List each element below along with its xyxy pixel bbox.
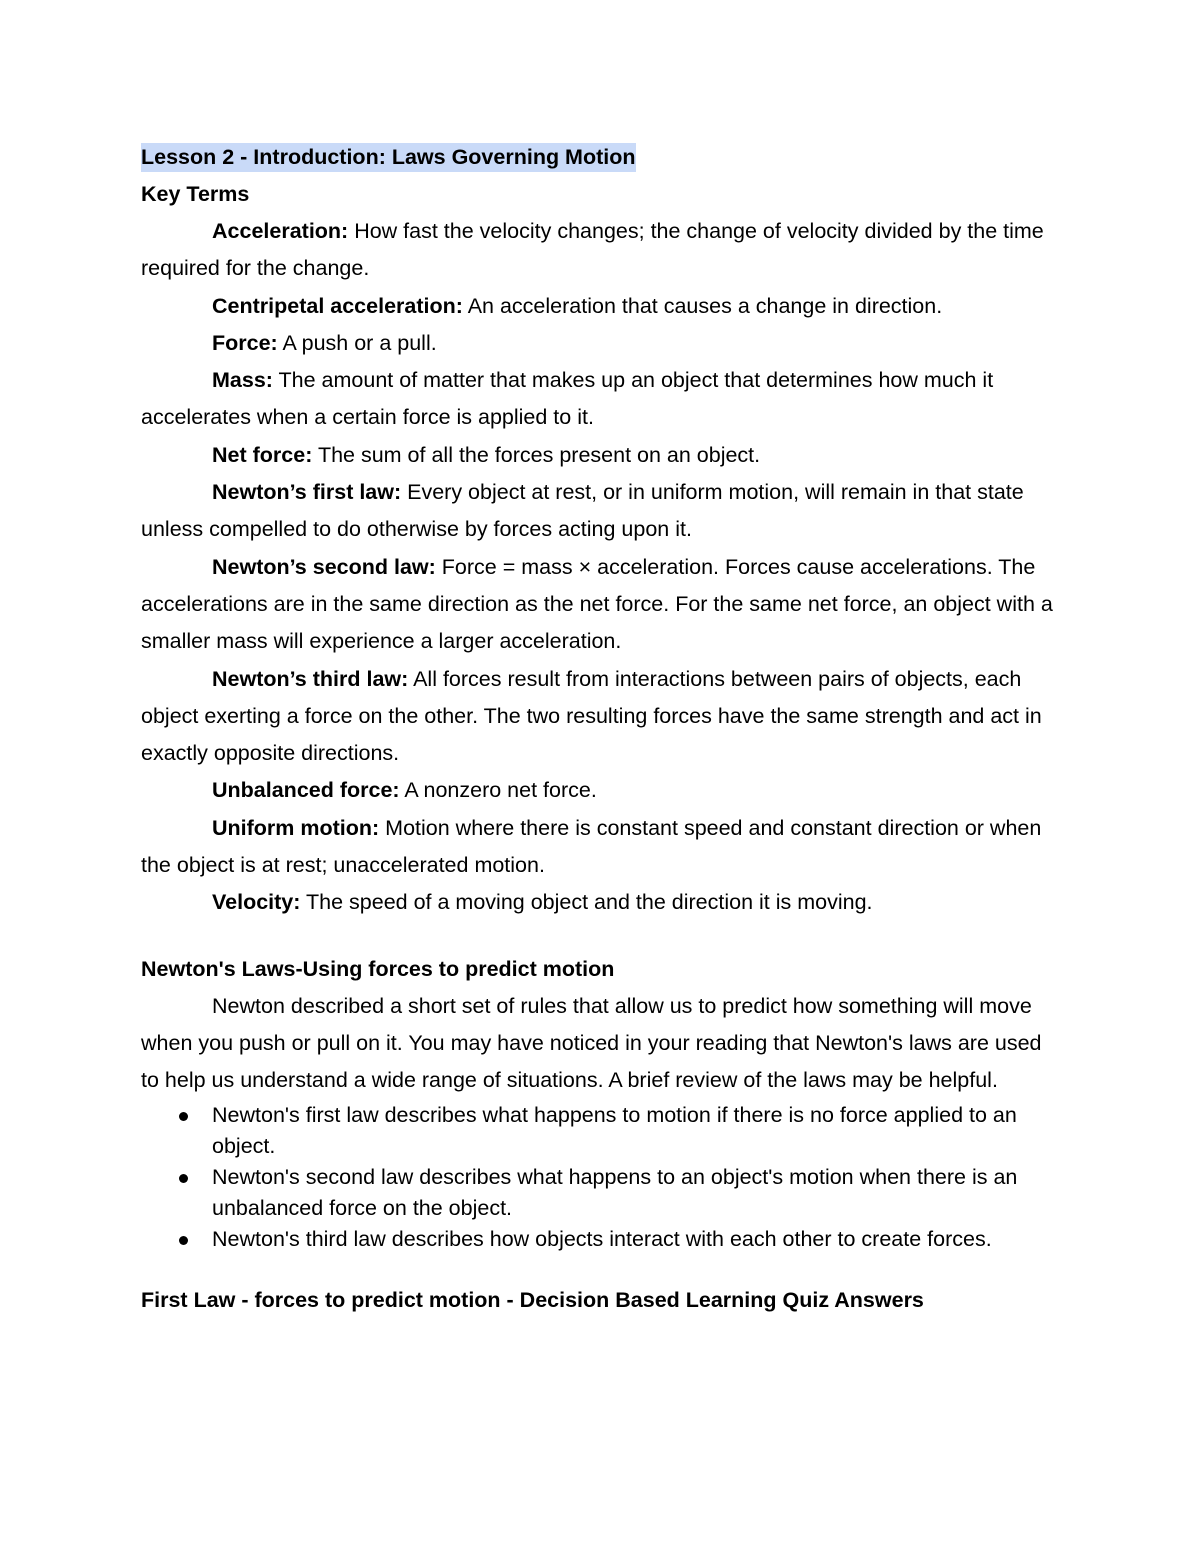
term-label: Force: [212,330,278,355]
term-definition: All forces result from interactions between pairs of objects, each object exerting a force on the other. The two resulting forces have the same strength and act in exactly opposite directions. [141,666,1042,766]
term-force [141,325,1061,362]
term-net-force [141,437,1061,474]
lesson-title: Lesson 2 - Introduction: Laws Governing Motion [141,143,636,172]
list-item [141,1224,1061,1255]
document-page [141,139,1061,1319]
term-label: Centripetal acceleration: [212,293,463,318]
term-uniform-motion [141,810,1061,885]
term-definition: Force = mass × acceleration. Forces cause accelerations. The accelerations are in the same direction as the net force. For the same net force, an object with a smaller mass will experience a larger acceleration. [141,554,1053,654]
lesson-title-line [141,139,1061,176]
laws-bullet-list [141,1100,1061,1255]
term-label: Acceleration: [212,219,349,243]
term-definition: How fast the velocity changes; the change of velocity divided by the time required for the change. [141,219,1044,281]
term-label: Net force: [212,442,313,467]
bullet-icon [179,1236,188,1245]
term-definition: The sum of all the forces present on an object. [312,442,761,467]
list-item-text: Newton's third law describes how objects interact with each other to create forces. [212,1226,992,1251]
term-label: Uniform motion: [212,815,380,840]
term-definition: The speed of a moving object and the direction it is moving. [300,890,873,915]
term-newtons-third-law [141,661,1061,773]
list-item-text: Newton's second law describes what happens to an object's motion when there is an unbalanced force on the object. [212,1164,1018,1220]
term-unbalanced-force [141,772,1061,809]
term-definition: Every object at rest, or in uniform motion, will remain in that state unless compelled to do otherwise by forces acting upon it. [141,480,1024,542]
term-centripetal-acceleration [141,288,1061,325]
term-label: Newton’s third law: [212,666,409,691]
term-mass [141,362,1061,437]
term-label: Newton’s second law: [212,554,436,579]
term-definition: A push or a pull. [277,330,437,355]
term-newtons-second-law [141,549,1061,661]
section-heading-first-law: First Law - forces to predict motion - Decision Based Learning Quiz Answers [141,1287,924,1312]
list-item-text: Newton's first law describes what happens to motion if there is no force applied to an object. [212,1102,1017,1158]
term-label: Mass: [212,368,273,393]
term-definition: Motion where there is constant speed and constant direction or when the object is at rest; unaccelerated motion. [141,815,1042,878]
term-definition: An acceleration that causes a change in direction. [462,293,943,318]
list-item [141,1162,1061,1224]
term-label: Newton’s first law: [212,480,402,505]
bullet-icon [179,1174,188,1183]
spacer [141,922,1061,951]
term-definition: A nonzero net force. [399,778,597,803]
term-newtons-first-law [141,474,1061,549]
spacer [141,1255,1061,1282]
term-definition: The amount of matter that makes up an object that determines how much it accelerates when a certain force is applied to it. [141,368,994,430]
key-terms-heading: Key Terms [141,182,250,206]
bullet-icon [179,1112,188,1121]
section-heading-newtons-laws: Newton's Laws-Using forces to predict motion [141,956,615,981]
term-acceleration [141,213,1061,288]
term-label: Unbalanced force: [212,778,400,803]
term-label: Velocity: [212,890,301,915]
term-velocity [141,884,1061,921]
section-paragraph: Newton described a short set of rules that allow us to predict how something will move when you push or pull on it. You may have noticed in your reading that Newton's laws are used to help us understand a wide range of situations. A brief review of the laws may be helpful. [141,993,1042,1093]
list-item [141,1100,1061,1162]
